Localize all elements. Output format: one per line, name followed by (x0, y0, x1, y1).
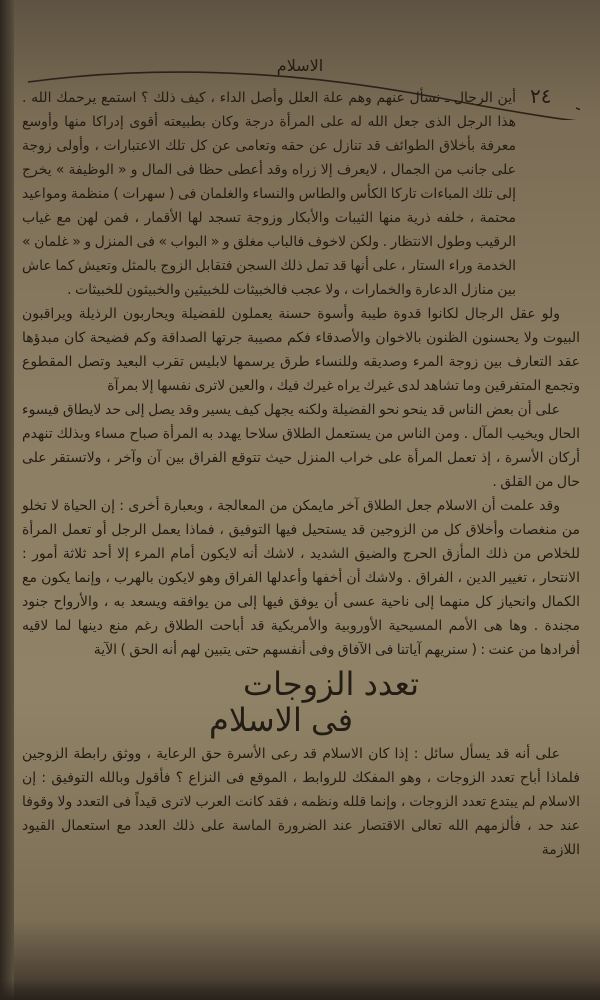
page-body (22, 86, 580, 862)
page-number: ٢٤ (530, 84, 552, 108)
paragraph: ولو عقل الرجال لكانوا قدوة طيبة وأسوة حسنة يعملون للفضيلة ويحاربون الرذيلة ويراقبون البيوت ولا يحسنون الظنون بالاخوان والأصدقاء فكم مصيبة جرتها الصداقة وكم فضيحة كان مبدؤها عقد التعارف بين زوجة المرء وصديقه وللنساء طرق يرسمها لابليس تقرب البعيد وتصل المقطوع وتجمع المتفرقين وما تشاهد لدى غيرك يراه غيرك فيك ، والعين لاترى نفسها إلا بمرآة (22, 306, 580, 394)
page-edge (0, 0, 14, 1000)
paragraph: وقد علمت أن الاسلام جعل الطلاق آخر مايمكن من المعالجة ، وبعبارة أخرى : إن الحياة لا تخلو من منغصات وأخلاق كل من الزوجين قد يستحيل فيها التوفيق ، فماذا يعمل الرجل أو تعمل المرأة للخلاص من ذلك المأزق الحرج والضيق الشديد ، لاشك أنه لايكون أمام المرء إلا أحد ثلاثة أمور : الانتحار ، تغيير الدين ، الفراق . ولاشك أن أخفها وأعدلها الفراق وهو لايكون بالهرب ، وإنما يكون مع الكمال وانحياز كل منهما إلى ناحية عسى أن يوفق فيها إلى من يوافقه ويسعد به ، والأرواح جنود مجندة . وها هى الأمم المسيحية الأوروبية والأمريكية قد أباحت الطلاق رغم منع دينها لما لاقيه أفرادها من عنت : ( سنريهم آياتنا فى الآفاق وفى أنفسهم حتى يتبين لهم أنه الحق ) الآية (22, 498, 580, 658)
paragraph: على أنه قد يسأل سائل : إذا كان الاسلام قد رعى الأسرة حق الرعاية ، ووثق رابطة الزوجين فلماذا أباح تعدد الزوجات ، وهو المفكك للروابط ، الموقع فى النزاع ؟ فأقول وبالله التوفيق : إن الاسلام لم يبتدع تعدد الزوجات ، وإنما قلله ونظمه ، فقد كانت العرب لاترى قيداً فى التعدد ولا وقوفا عند حد ، فألزمهم الله تعالى الاقتصار عند الضرورة الماسة على ذلك العدد مع استعمال القيود اللازمة (22, 746, 580, 858)
section-heading (22, 666, 580, 738)
paragraph: على أن بعض الناس قد ينحو نحو الفضيلة ولكنه يجهل كيف يسير وقد يصل إلى حد لايطاق فيسوء الحال ويخيب المآل . ومن الناس من يستعمل الطلاق سلاحا يهدد به المرأة صباح مساء وبذلك تنهدم أركان الأسرة ، إذ تعمل المرأة على خراب المنزل حيث تتوقع الفراق بين آن وآخر ، ولاتستقر على حال من القلق . (22, 402, 580, 490)
bottom-shadow (0, 980, 600, 1000)
running-title: الاسلام (276, 56, 324, 75)
section-heading-line1: تعدد الزوجات (243, 665, 419, 703)
paragraph: أين الرجال ـ نسأل عنهم وهم علة العلل وأصل الداء ، كيف ذلك ؟ استمع يرحمك الله . هذا الرجل الذى جعل الله له على المرأة درجة وكان بطبيعته أقوى إدراكا منها وأوسع معرفة بأخلاق الطوائف قد تنازل عن حقه وتعامى عن كل تلك الاعتبارات ، وأولى زوجة على جانب من الجمال ، لايعرف إلا زراه وقد أعطى حظا فى المال و « الوظيفة » يخرج إلى تلك المباءات تاركا الكأس والطاس والنساء والغلمان فى ( سهرات ) منظمة ومواعيد محتمة ، خلفه ذرية منها الثيبات والأبكار وزوجة تسجد لها الأقمار ، فمن لهن مع غياب الرقيب وطول الانتظار . ولكن لاخوف فالباب مغلق و « البواب » فى المنزل و « غلمان » الخدمة وراء الستار ، على أنها قد تمل ذلك السجن فتقابل الزوج بالمثل وتعيش كما عاش بين منازل الدعارة والخمارات ، ولا عجب فالخبيثات للخبيثين والخبيثون للخبيثات . (22, 90, 516, 298)
section-heading-line2: فى الاسلام (209, 701, 353, 739)
